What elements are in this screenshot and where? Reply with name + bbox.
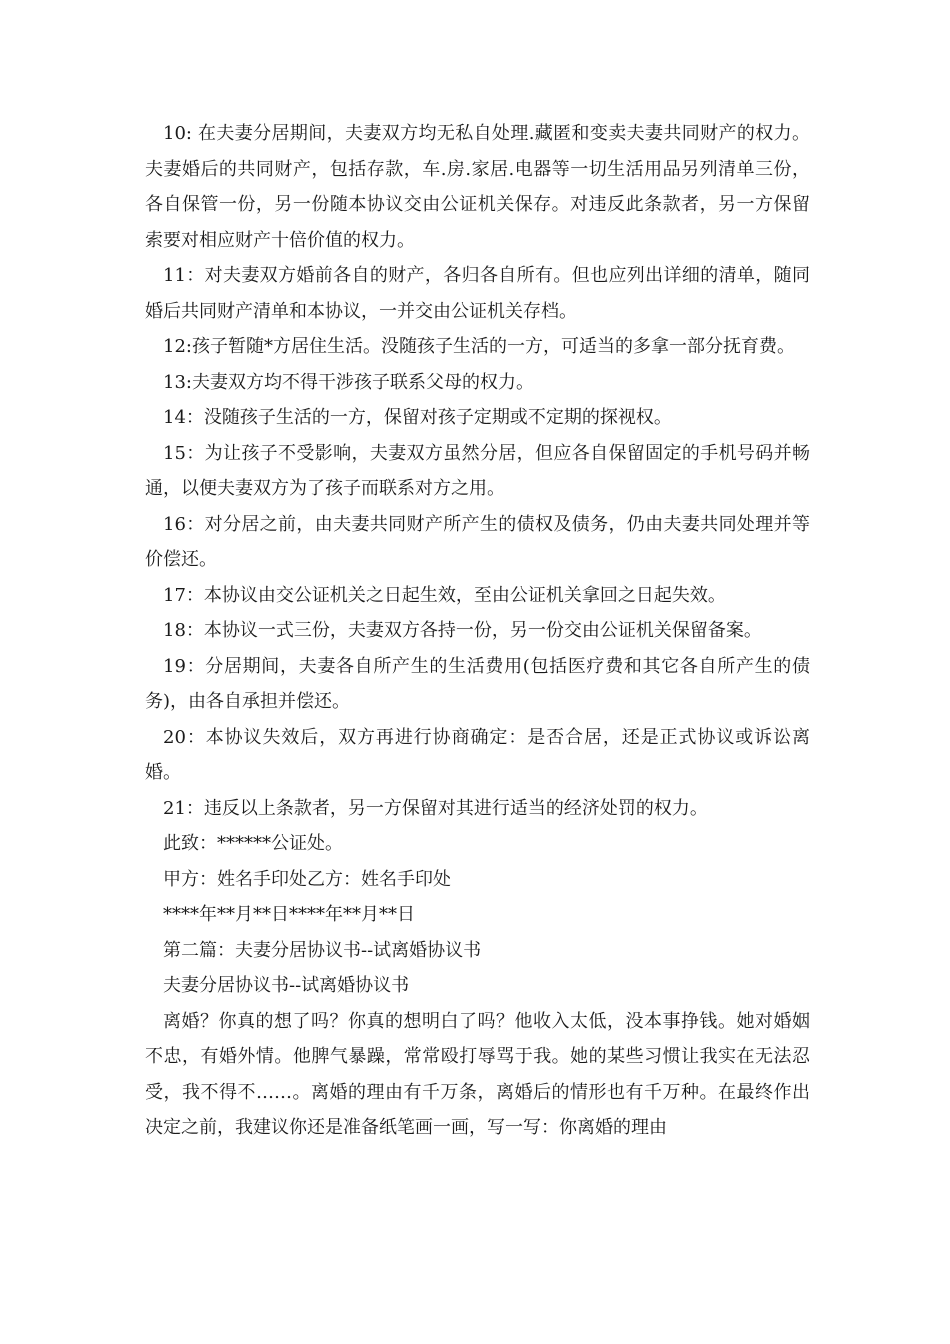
document-body (145, 116, 810, 1146)
clause-20: 20：本协议失效后，双方再进行协商确定：是否合居，还是正式协议或诉讼离婚。 (145, 726, 810, 783)
clause-18: 18：本协议一式三份，夫妻双方各持一份，另一份交由公证机关保留备案。 (163, 620, 762, 641)
clause-12: 12:孩子暂随*方居住生活。没随孩子生活的一方，可适当的多拿一部分抚育费。 (163, 336, 795, 357)
date-line: ****年**月**日****年**月**日 (163, 904, 415, 925)
salutation: 此致：******公证处。 (163, 833, 343, 854)
clause-14: 14：没随孩子生活的一方，保留对孩子定期或不定期的探视权。 (163, 407, 672, 428)
clause-17: 17：本协议由交公证机关之日起生效，至由公证机关拿回之日起失效。 (163, 584, 726, 606)
body-paragraph: 离婚？你真的想了吗？你真的想明白了吗？他收入太低，没本事挣钱。她对婚姻不忠，有婚外情。他脾气暴躁，常常殴打辱骂于我。她的某些习惯让我实在无法忍受，我不得不……。离婚的理由有千万条，离婚后的情形也有千万种。在最终作出决定之前，我建议你还是准备纸笔画一画，写一写：你离婚的理由 (145, 1010, 810, 1138)
clause-21: 21：违反以上条款者，另一方保留对其进行适当的经济处罚的权力。 (163, 797, 708, 819)
clause-15: 15：为让孩子不受影响，夫妻双方虽然分居，但应各自保留固定的手机号码并畅通，以便夫妻双方为了孩子而联系对方之用。 (145, 442, 810, 499)
section-title: 夫妻分居协议书--试离婚协议书 (163, 975, 410, 996)
clause-13: 13:夫妻双方均不得干涉孩子联系父母的权力。 (163, 371, 534, 393)
section-heading: 第二篇：夫妻分居协议书--试离婚协议书 (163, 939, 482, 961)
clause-19: 19：分居期间，夫妻各自所产生的生活费用(包括医疗费和其它各自所产生的债务)，由各自承担并偿还。 (145, 655, 810, 712)
clause-10: 10: 在夫妻分居期间，夫妻双方均无私自处理.藏匿和变卖夫妻共同财产的权力。夫妻婚后的共同财产，包括存款，车.房.家居.电器等一切生活用品另列清单三份，各自保管一份，另一份随本协议交由公证机关保存。对违反此条款者，另一方保留索要对相应财产十倍价值的权力。 (145, 123, 810, 251)
clause-16: 16：对分居之前，由夫妻共同财产所产生的债权及债务，仍由夫妻共同处理并等价偿还。 (145, 513, 810, 570)
clause-11: 11：对夫妻双方婚前各自的财产，各归各自所有。但也应列出详细的清单，随同婚后共同财产清单和本协议，一并交由公证机关存档。 (145, 265, 810, 322)
signature-line: 甲方：姓名手印处乙方：姓名手印处 (163, 868, 451, 890)
